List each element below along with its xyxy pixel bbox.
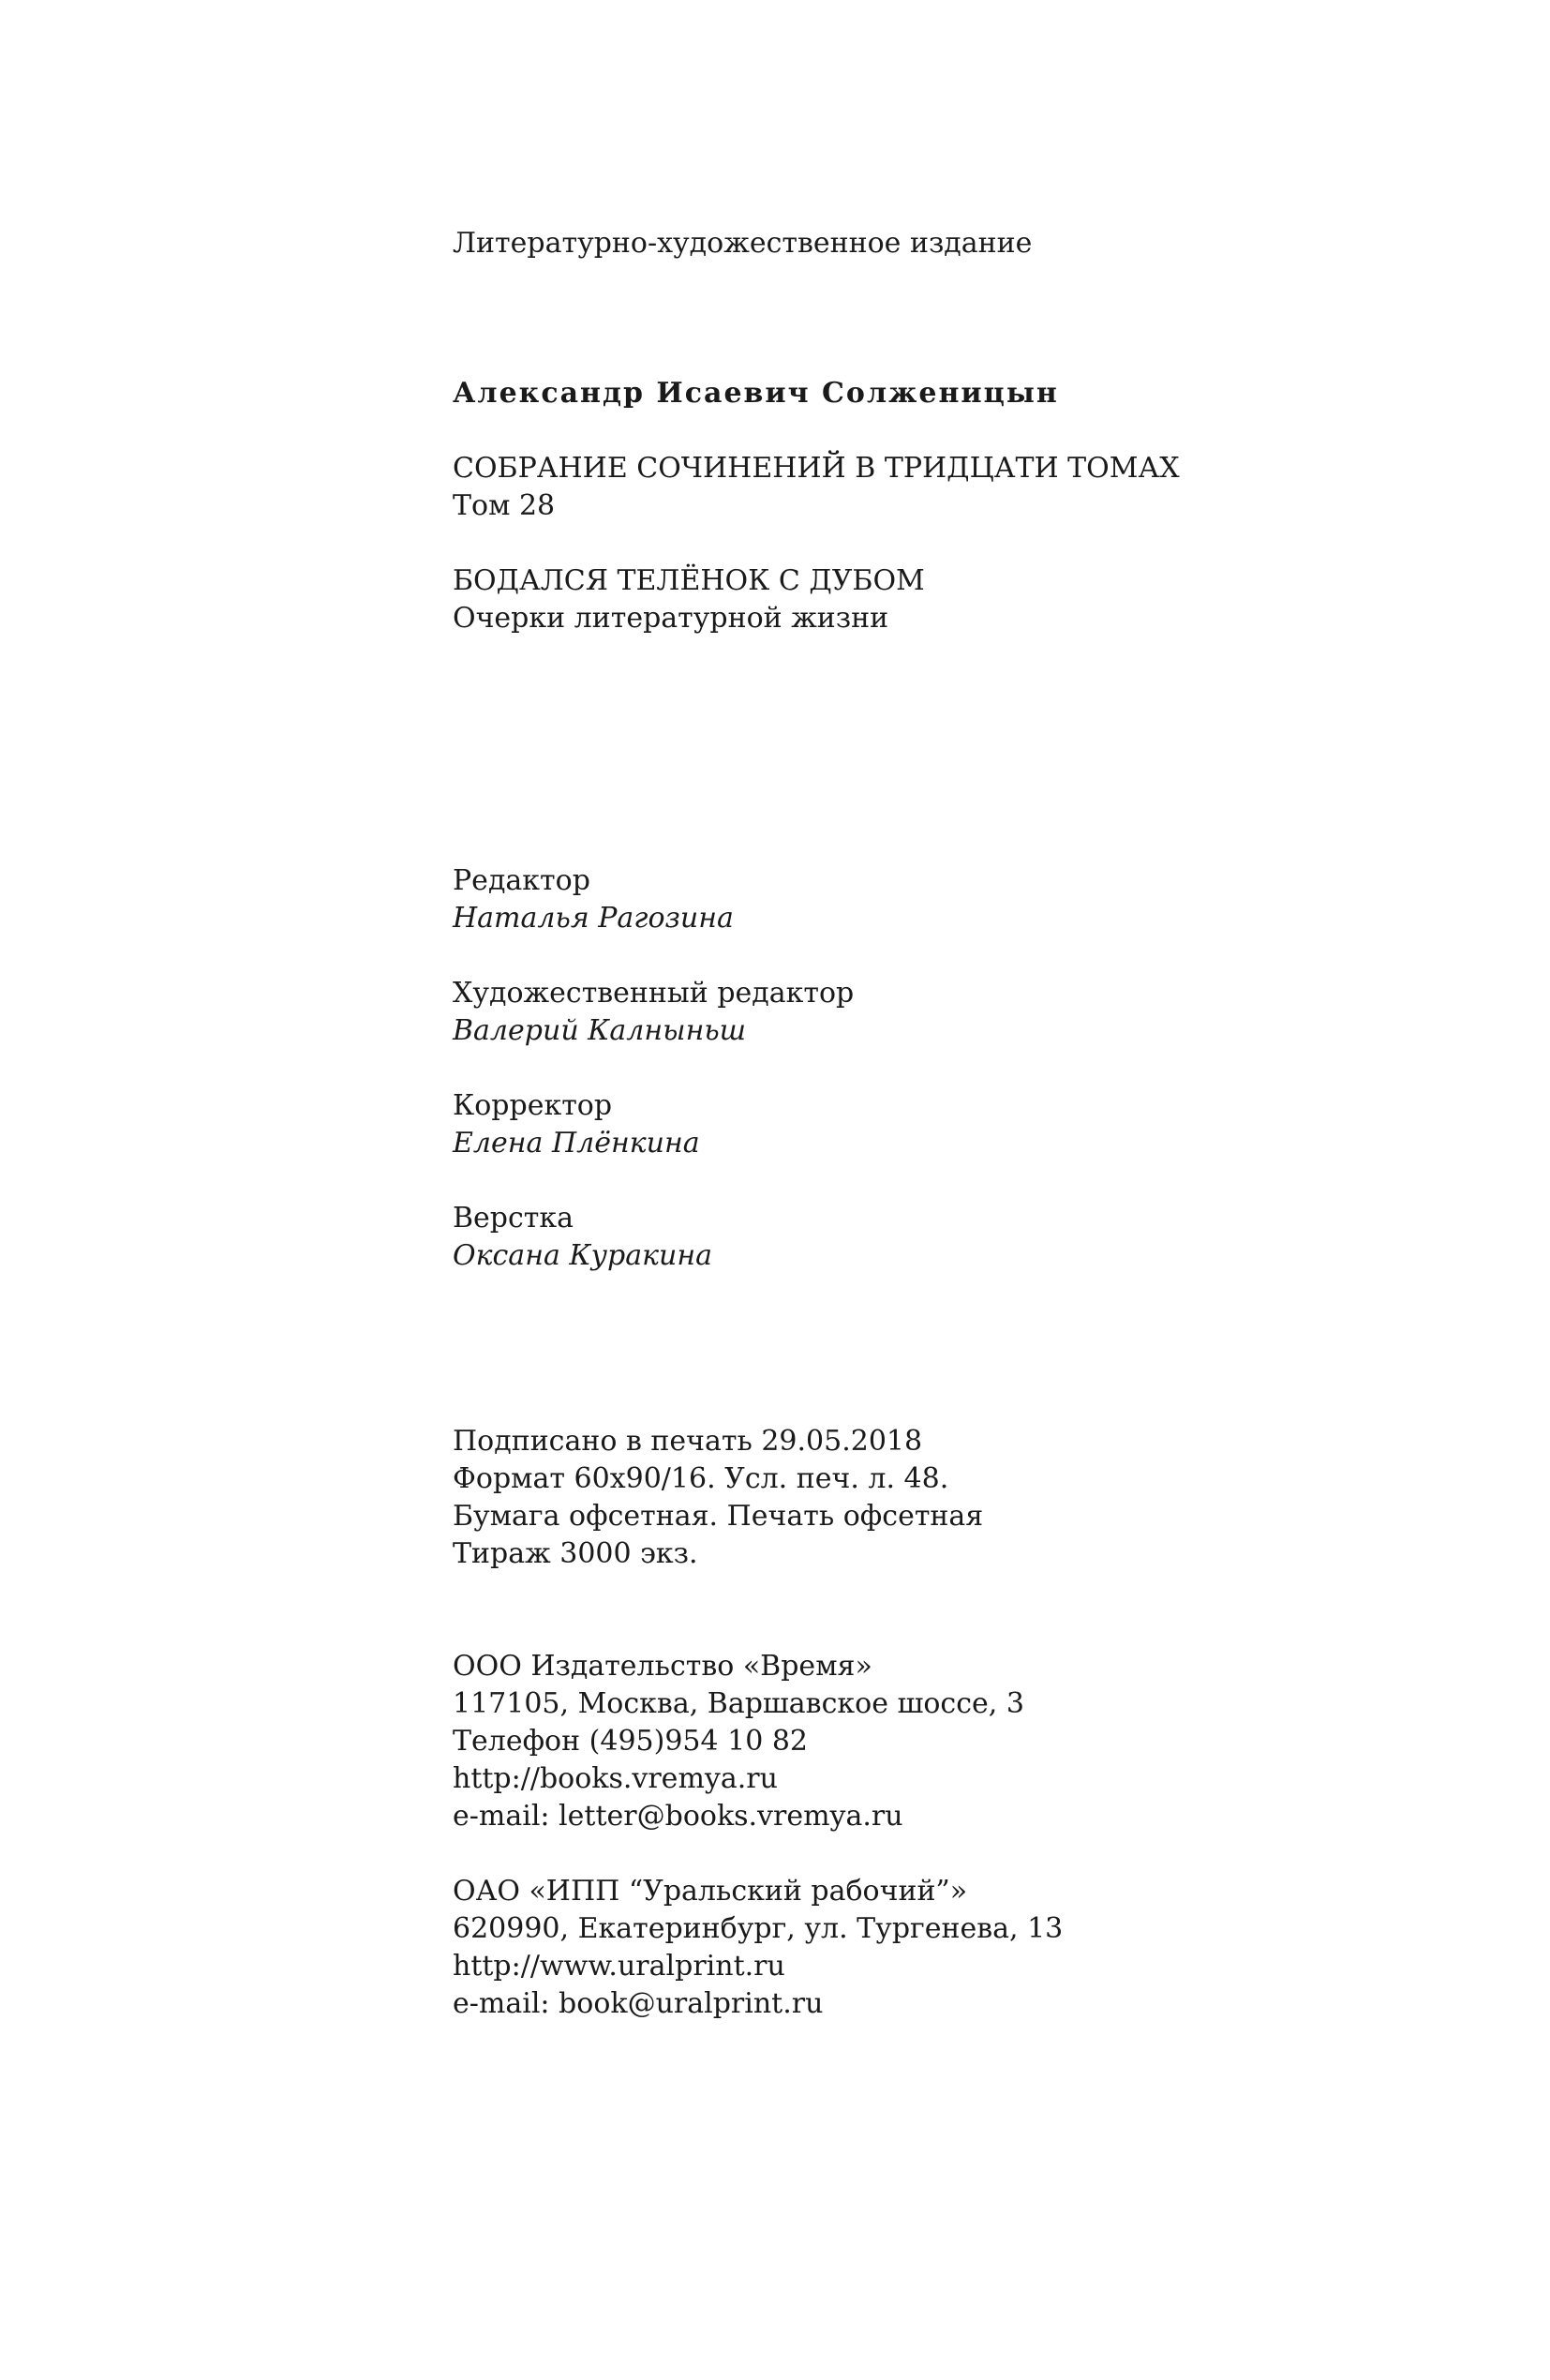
print-info-block [453, 1423, 1390, 1573]
publisher-url[interactable]: http://books.vremya.ru [453, 1762, 778, 1795]
author-name: Александр Исаевич Солженицын [453, 377, 1059, 410]
edition-type-block [453, 225, 1390, 262]
credit-role: Художественный редактор [453, 977, 855, 1010]
work-title: БОДАЛСЯ ТЕЛЁНОК С ДУБОМ [453, 564, 925, 597]
credit-art-editor [453, 975, 1390, 1050]
credit-name: Оксана Куракина [453, 1239, 712, 1272]
credit-name: Наталья Рагозина [453, 902, 734, 935]
credit-editor [453, 862, 1390, 937]
printer-url[interactable]: http://www.uralprint.ru [453, 1950, 785, 1983]
print-info-line: Подписано в печать 29.05.2018 [453, 1425, 923, 1458]
print-info-line: Бумага офсетная. Печать офсетная [453, 1500, 984, 1533]
printer-block [453, 1873, 1390, 2023]
edition-type: Литературно-художественное издание [453, 227, 1033, 260]
credit-role: Верстка [453, 1202, 574, 1235]
work-subtitle: Очерки литературной жизни [453, 602, 889, 635]
credit-role: Редактор [453, 864, 590, 897]
credit-role: Корректор [453, 1089, 613, 1122]
collection-title: СОБРАНИЕ СОЧИНЕНИЙ В ТРИДЦАТИ ТОМАХ [453, 452, 1180, 485]
work-block [453, 562, 1390, 637]
volume-number: Том 28 [453, 489, 556, 522]
collection-block [453, 450, 1390, 525]
publisher-email[interactable]: e-mail: letter@books.vremya.ru [453, 1800, 903, 1833]
publisher-line: ООО Издательство «Время» [453, 1650, 872, 1683]
credit-name: Валерий Калныньш [453, 1014, 747, 1047]
printer-email[interactable]: e-mail: book@uralprint.ru [453, 1987, 824, 2020]
publisher-line: Телефон (495)954 10 82 [453, 1725, 808, 1758]
print-info-line: Формат 60x90/16. Усл. печ. л. 48. [453, 1462, 949, 1495]
printer-line: 620990, Екатеринбург, ул. Тургенева, 13 [453, 1912, 1064, 1945]
publisher-block [453, 1648, 1390, 1835]
print-info-line: Тираж 3000 экз. [453, 1537, 698, 1570]
printer-line: ОАО «ИПП “Уральский рабочий”» [453, 1875, 968, 1908]
publisher-line: 117105, Москва, Варшавское шоссе, 3 [453, 1687, 1024, 1720]
author-block [453, 375, 1390, 412]
credit-layout [453, 1200, 1390, 1275]
credit-name: Елена Плёнкина [453, 1127, 700, 1160]
credit-proofreader [453, 1087, 1390, 1162]
